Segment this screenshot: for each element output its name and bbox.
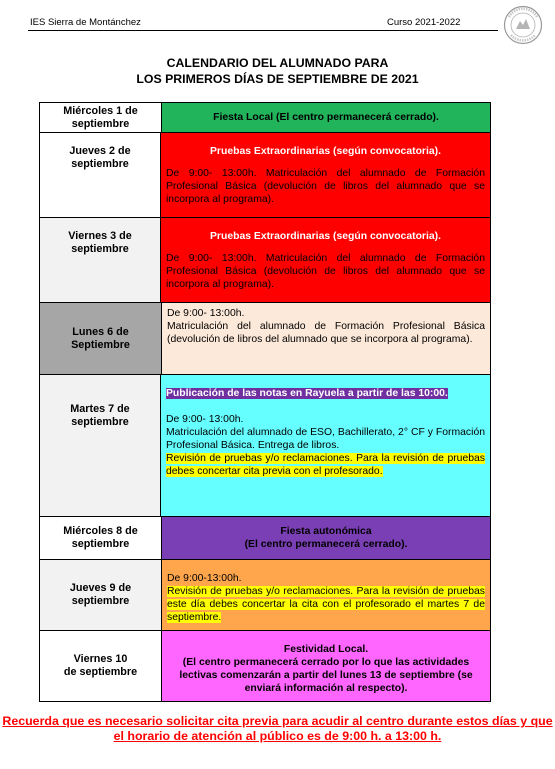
calendar-event	[162, 303, 490, 374]
event-line: De 9:00-13:00h.	[167, 573, 242, 584]
day-label: Miércoles 8 de septiembre	[63, 525, 138, 550]
event-line: De 9:00- 13:00h. Matriculación del alumnado de Formación Profesional Básica (devolución de libros del alumnado que se incorpora al programa).	[166, 253, 485, 290]
calendar-day	[40, 631, 162, 701]
page-title-line1: CALENDARIO DEL ALUMNADO PARA	[166, 56, 389, 70]
calendar-event	[161, 375, 490, 516]
calendar-row	[40, 103, 490, 133]
day-label: Lunes 6 de Septiembre	[71, 325, 130, 351]
calendar-day	[40, 560, 162, 630]
page-title-line2: LOS PRIMEROS DÍAS DE SEPTIEMBRE DE 2021	[136, 72, 419, 86]
day-label: Jueves 2 de septiembre	[69, 145, 131, 170]
calendar-day	[40, 103, 162, 132]
calendar-row	[40, 218, 490, 303]
event-line: Festividad Local.	[283, 644, 369, 655]
calendar-row	[40, 560, 490, 631]
calendar-day	[40, 303, 162, 374]
event-line	[166, 452, 485, 478]
calendar-row	[40, 303, 490, 375]
event-line: Matriculación del alumnado de Formación Profesional Básica (devolución de libros del alumnado que se incorpora al programa).	[167, 321, 485, 345]
day-label: Viernes 3 de septiembre	[68, 230, 132, 255]
event-line: Pruebas Extraordinarias (según convocatoria).	[210, 146, 441, 157]
calendar-row	[40, 375, 490, 517]
event-line: Fiesta Local (El centro permanecerá cerrado).	[213, 112, 439, 123]
event-line: Matriculación del alumnado de ESO, Bachillerato, 2° CF y Formación Profesional Básica. Entrega de libros.	[166, 427, 485, 451]
calendar-event	[162, 631, 490, 701]
calendar-day	[40, 517, 162, 559]
calendar-event	[162, 560, 490, 630]
calendar-row	[40, 133, 490, 218]
event-line: (El centro permanecerá cerrado por lo que las actividades lectivas comenzarán a partir del lunes 13 de septiembre (se enviará información al respecto).	[179, 657, 473, 694]
calendar-day	[40, 375, 161, 516]
appointment-notice: Recuerda que es necesario solicitar cita previa para acudir al centro durante estos días y que el horario de atención al público es de 9:00 h. a 13:00 h.	[2, 714, 553, 743]
event-line: De 9:00- 13:00h. Matriculación del alumnado de Formación Profesional Básica (devolución de libros del alumnado que se incorpora al programa).	[166, 168, 485, 205]
day-label: Jueves 9 de septiembre	[69, 582, 132, 607]
calendar-event	[161, 133, 490, 217]
event-line: (El centro permanecerá cerrado).	[244, 539, 408, 550]
calendar-row	[40, 631, 490, 701]
calendar-day	[40, 218, 161, 302]
event-line: Pruebas Extraordinarias (según convocatoria).	[210, 231, 441, 242]
course-year: Curso 2021-2022	[387, 17, 461, 28]
event-line	[167, 585, 485, 624]
grades-highlight: Publicación de las notas en Rayuela a partir de las 10:00.	[166, 388, 448, 399]
day-label: Viernes 10 de septiembre	[63, 653, 138, 678]
header-divider	[28, 30, 498, 31]
event-line: De 9:00- 13:00h.	[167, 308, 245, 319]
day-label: Martes 7 de septiembre	[70, 403, 130, 428]
review-highlight: Revisión de pruebas y/o reclamaciones. Para la revisión de pruebas debes concertar cita previa con el profesorado.	[166, 453, 485, 477]
event-line	[166, 387, 485, 400]
review-highlight: Revisión de pruebas y/o reclamaciones. Para la revisión de pruebas este día debes concertar la cita con el profesorado el martes 7 de septiembre.	[167, 586, 485, 623]
event-line: Fiesta autonómica	[280, 526, 372, 537]
calendar-event	[162, 517, 490, 559]
calendar-day	[40, 133, 161, 217]
event-line: De 9:00- 13:00h.	[166, 414, 244, 425]
day-label: Miércoles 1 de septiembre	[63, 104, 138, 130]
school-seal-logo	[503, 5, 543, 45]
calendar-event	[161, 218, 490, 302]
school-name: IES Sierra de Montánchez	[30, 17, 141, 28]
calendar-table	[39, 102, 491, 702]
calendar-event	[162, 103, 490, 132]
calendar-row	[40, 517, 490, 560]
